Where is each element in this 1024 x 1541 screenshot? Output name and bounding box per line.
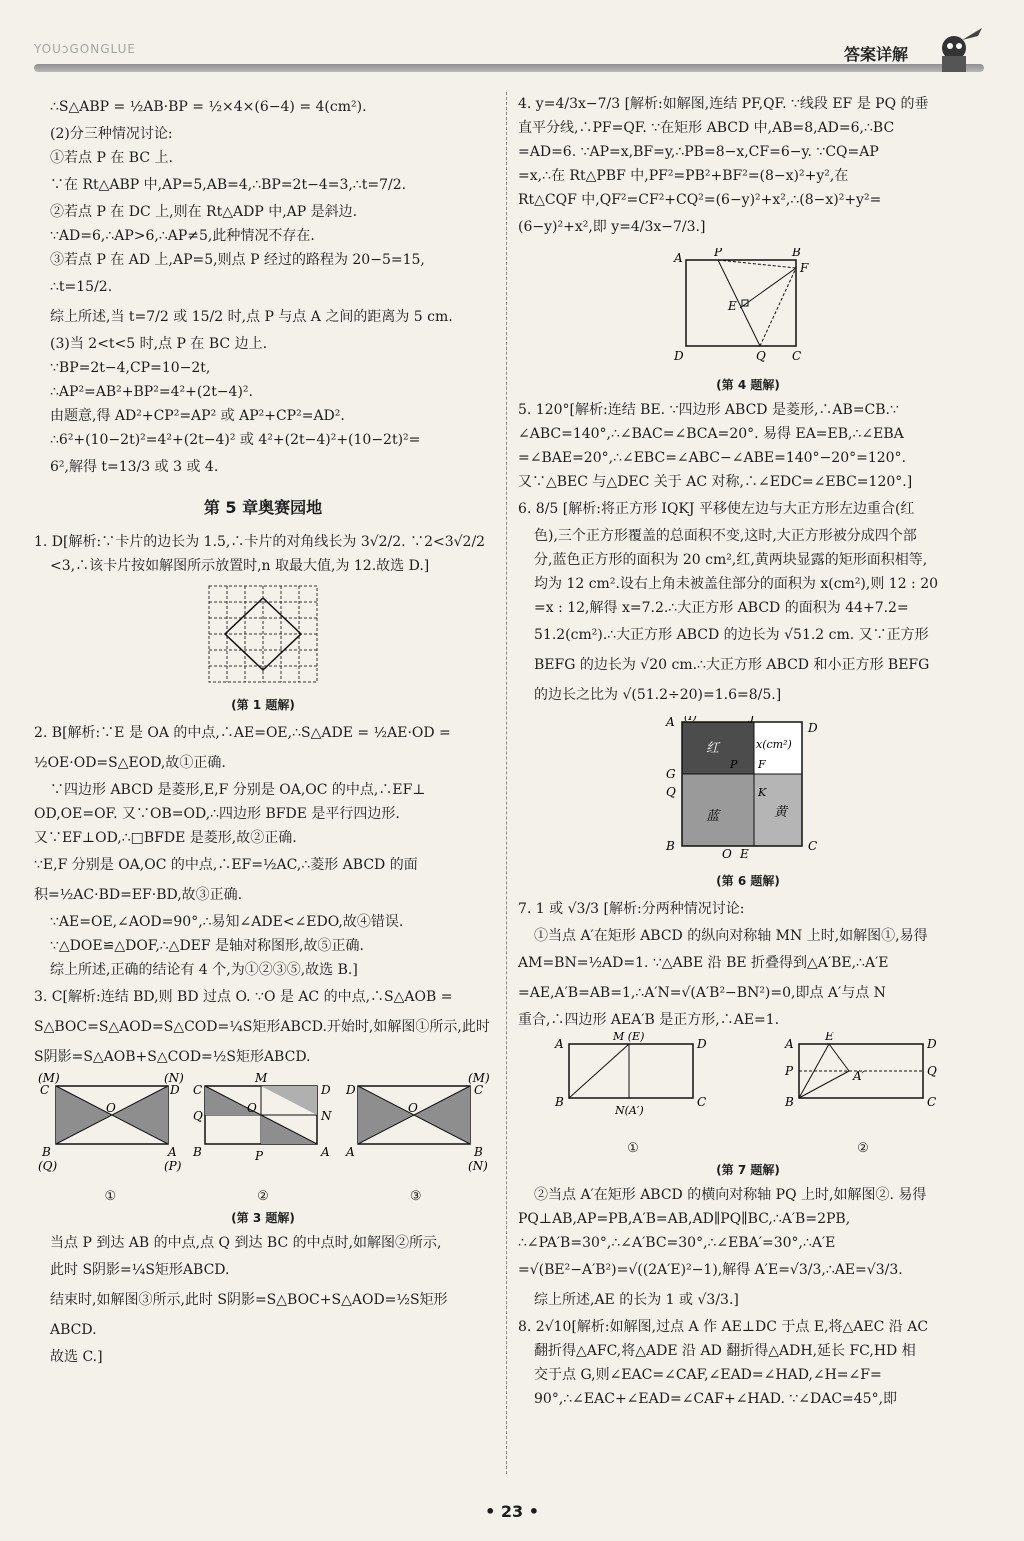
text-line: ∴S△ABP = ½AB·BP = ½×4×(6−4) = 4(cm²).	[50, 99, 367, 115]
figure-3c-svg	[342, 1072, 490, 1176]
figure-6-svg	[658, 716, 838, 860]
svg-text:P: P	[714, 248, 723, 259]
figure-1-svg	[207, 584, 319, 684]
q2-line: ∵△DOE≌△DOF,∴△DEF 是轴对称图形,故⑤正确.	[50, 938, 364, 954]
page-number: • 23 •	[485, 1502, 539, 1521]
figure-1	[34, 584, 492, 692]
figure-3b-svg	[189, 1072, 337, 1176]
text-line: (2)分三种情况讨论:	[50, 126, 173, 142]
svg-text:F: F	[758, 758, 766, 771]
q3-after-line: 故选 C.]	[50, 1349, 103, 1365]
q4-line: 直平分线,∴PF=QF. ∵在矩形 ABCD 中,AB=8,AD=6,∴BC	[518, 120, 895, 136]
figure-6-caption: (第 6 题解)	[716, 874, 780, 888]
figure-3a-svg	[36, 1072, 184, 1176]
svg-text:(N): (N)	[164, 1072, 185, 1085]
svg-text:N: N	[320, 1109, 332, 1123]
q7-after-line: ②当点 A′在矩形 ABCD 的横向对称轴 PQ 上时,如解图②. 易得	[534, 1187, 927, 1203]
text-line: 综上所述,当 t=7/2 或 15/2 时,点 P 与点 A 之间的距离为 5 cm.	[50, 309, 453, 325]
right-column	[518, 92, 978, 1411]
svg-text:K: K	[758, 786, 767, 799]
svg-text:(P): (P)	[164, 1159, 182, 1173]
q6-line: 色),三个正方形覆盖的总面积不变,这时,大正方形被分成四个部	[534, 528, 917, 544]
svg-text:Q: Q	[666, 785, 676, 799]
q2-line: ∵E,F 分别是 OA,OC 的中点,∴EF=½AC,∴菱形 ABCD 的面	[34, 857, 418, 873]
q8-line: 90°,∴∠EAC+∠EAD=∠CAF+∠HAD. ∵∠DAC=45°,即	[534, 1391, 898, 1407]
q4-line: (6−y)²+x²,即 y=4/3x−7/3.]	[518, 219, 706, 235]
svg-text:Q: Q	[756, 349, 766, 363]
figure-7b-svg	[783, 1032, 943, 1128]
column-divider	[506, 92, 507, 1474]
svg-text:E: E	[740, 847, 749, 860]
fig6-blue-label: 蓝	[706, 809, 720, 824]
q7-after-line: PQ⊥AB,AP=PB,A′B=AB,AD∥PQ∥BC,∴A′B=2PB,	[518, 1211, 851, 1227]
svg-text:M: M	[254, 1072, 268, 1085]
text-line: ∴t=15/2.	[50, 279, 113, 295]
q6-line: 6. 8/5 [解析:将正方形 IQKJ 平移使左边与大正方形左边重合(红	[518, 501, 915, 517]
svg-text:A: A	[345, 1145, 355, 1159]
svg-text:M (E): M (E)	[613, 1032, 645, 1043]
q2-line: 又∵EF⊥OD,∴□BFDE 是菱形,故②正确.	[34, 830, 297, 846]
svg-text:(M): (M)	[38, 1072, 60, 1085]
svg-text:(Q): (Q)	[38, 1159, 58, 1173]
svg-text:B: B	[785, 1095, 794, 1109]
q7-line: ①当点 A′在矩形 ABCD 的纵向对称轴 MN 上时,如解图①,易得	[534, 928, 928, 944]
svg-text:A: A	[555, 1037, 564, 1051]
svg-text:Q: Q	[927, 1064, 937, 1078]
q2-line: 2. B[解析:∵E 是 OA 的中点,∴AE=OE,∴S△ADE = ½AE·OD =	[34, 725, 451, 741]
q2-line: ∵四边形 ABCD 是菱形,E,F 分别是 OA,OC 的中点,∴EF⊥	[50, 782, 426, 798]
svg-text:A′: A′	[853, 1069, 865, 1083]
svg-text:B: B	[792, 248, 801, 259]
fig3-label-2: ②	[257, 1189, 269, 1204]
svg-text:J: J	[750, 716, 755, 723]
q6-line: 的边长之比为 √(51.2÷20)=1.6=8/5.]	[534, 687, 782, 703]
q5-line: =∠BAE=20°,∴∠EBC=∠ABC−∠ABE=140°−20°=120°.	[518, 450, 907, 466]
text-line: ∵在 Rt△ABP 中,AP=5,AB=4,∴BP=2t−4=3,∴t=7/2.	[50, 177, 407, 193]
svg-text:B: B	[42, 1145, 52, 1159]
svg-text:C: C	[192, 1083, 203, 1097]
svg-text:P: P	[730, 758, 738, 771]
q5-line: ∠ABC=140°,∴∠BAC=∠BCA=20°. 易得 EA=EB,∴∠EBA	[518, 426, 904, 442]
svg-text:C: C	[927, 1095, 937, 1109]
svg-text:G: G	[666, 767, 676, 781]
text-line: ②若点 P 在 DC 上,则在 Rt△ADP 中,AP 是斜边.	[50, 204, 358, 220]
text-line: ∵AD=6,∴AP>6,∴AP≠5,此种情况不存在.	[50, 228, 315, 244]
svg-text:C: C	[473, 1083, 483, 1097]
text-line: (3)当 2<t<5 时,点 P 在 BC 边上.	[50, 336, 268, 352]
svg-text:(N): (N)	[467, 1159, 488, 1173]
q5-line: 5. 120°[解析:连结 BE. ∵四边形 ABCD 是菱形,∴AB=CB.∵	[518, 402, 899, 418]
svg-text:O: O	[246, 1101, 257, 1115]
q3-line: 3. C[解析:连结 BD,则 BD 过点 O. ∵O 是 AC 的中点,∴S△AOB =	[34, 989, 453, 1005]
figure-4-caption: (第 4 题解)	[716, 378, 780, 392]
svg-text:N(A′): N(A′)	[615, 1104, 644, 1117]
figure-3-caption: (第 3 题解)	[231, 1211, 295, 1225]
q7-line: AM=BN=½AD=1. ∵△ABE 沿 BE 折叠得到△A′BE,∴A′E	[518, 955, 889, 971]
q6-line: =x : 12,解得 x=7.2.∴大正方形 ABCD 的面积为 44+7.2=	[534, 600, 909, 616]
q2-line: OD,OE=OF. 又∵OB=OD,∴四边形 BFDE 是平行四边形.	[34, 806, 400, 822]
figure-6	[518, 716, 978, 868]
svg-text:(I): (I)	[684, 716, 697, 723]
svg-text:O: O	[407, 1101, 418, 1115]
svg-text:D: D	[697, 1037, 707, 1051]
fig3-label-3: ③	[409, 1189, 422, 1204]
q7-after-line: =√(BE²−A′B²)=√((2A′E)²−1),解得 A′E=√3/3,∴AE=√3/3.	[518, 1262, 903, 1278]
figure-7	[518, 1032, 978, 1161]
chapter-title: 第 5 章奥赛园地	[203, 498, 323, 517]
q4-line: 4. y=4/3x−7/3 [解析:如解图,连结 PF,QF. ∵线段 EF 是 PQ 的垂	[518, 96, 929, 112]
svg-text:D: D	[808, 721, 818, 735]
svg-text:A: A	[674, 251, 683, 265]
svg-text:A: A	[168, 1145, 177, 1159]
header-brand: YOUↄGONGLUE	[34, 42, 136, 56]
figure-7a-svg	[553, 1032, 713, 1128]
svg-text:A: A	[320, 1145, 330, 1159]
header-bar	[34, 64, 984, 72]
svg-text:C: C	[697, 1095, 707, 1109]
q5-line: 又∵△BEC 与△DEC 关于 AC 对称,∴∠EDC=∠EBC=120°.]	[518, 474, 913, 490]
fig3-label-1: ①	[104, 1189, 117, 1204]
svg-text:(M): (M)	[467, 1072, 490, 1085]
svg-text:B: B	[666, 839, 675, 853]
q6-line: 均为 12 cm².设右上角未被盖住部分的面积为 x(cm²),则 12 : 20	[534, 576, 939, 592]
figure-3	[34, 1072, 492, 1209]
svg-text:A: A	[785, 1037, 794, 1051]
fig6-red-label: 红	[706, 741, 720, 756]
q4-line: =AD=6. ∵AP=x,BF=y,∴PB=8−x,CF=6−y. ∵CQ=AP	[518, 144, 879, 160]
text-line: ∵BP=2t−4,CP=10−2t,	[50, 360, 211, 376]
figure-1-caption: (第 1 题解)	[231, 698, 295, 712]
q2-line: 综上所述,正确的结论有 4 个,为①②③⑤,故选 B.]	[50, 962, 358, 978]
q8-line: 翻折得△AFC,将△ADE 沿 AD 翻折得△ADH,延长 FC,HD 相	[534, 1343, 916, 1359]
q1-line: <3,∴该卡片按如解图所示放置时,n 取最大值,为 12.故选 D.]	[50, 558, 430, 574]
text-line: ∴AP²=AB²+BP²=4²+(2t−4)².	[50, 384, 253, 400]
figure-7-caption: (第 7 题解)	[716, 1163, 780, 1177]
q7-after-line: 综上所述,AE 的长为 1 或 √3/3.]	[534, 1292, 739, 1308]
left-column	[34, 92, 492, 1369]
text-line: ③若点 P 在 AD 上,AP=5,则点 P 经过的路程为 20−5=15,	[50, 252, 425, 268]
svg-text:D: D	[345, 1083, 356, 1097]
figure-4-svg	[668, 248, 828, 364]
svg-text:P: P	[785, 1064, 794, 1078]
q3-line: S阴影=S△AOB+S△COD=½S矩形ABCD.	[34, 1049, 311, 1065]
q7-line: 7. 1 或 √3/3 [解析:分两种情况讨论:	[518, 901, 745, 917]
q2-line: 积=½AC·BD=EF·BD,故③正确.	[34, 887, 243, 903]
svg-text:D: D	[927, 1037, 937, 1051]
q2-line: ∵AE=OE,∠AOD=90°,∴易知∠ADE<∠EDO,故④错误.	[50, 914, 404, 930]
svg-text:F: F	[800, 261, 809, 275]
svg-text:O: O	[106, 1101, 117, 1115]
q6-line: 51.2(cm²).∴大正方形 ABCD 的边长为 √51.2 cm. 又∵正方形	[534, 627, 929, 643]
svg-text:B: B	[192, 1145, 202, 1159]
q8-line: 交于点 G,则∠EAC=∠CAF,∠EAD=∠HAD,∠H=∠F=	[534, 1367, 882, 1383]
q2-line: ½OE·OD=S△EOD,故①正确.	[34, 755, 226, 771]
svg-text:C: C	[40, 1083, 50, 1097]
svg-text:D: D	[170, 1083, 180, 1097]
header-title: 答案详解	[844, 45, 909, 64]
fig6-x-label: x(cm²)	[756, 738, 792, 751]
q7-after-line: ∴∠PA′B=30°,∴∠A′BC=30°,∴∠EBA′=30°,∴A′E	[518, 1235, 836, 1251]
q3-after-line: 结束时,如解图③所示,此时 S阴影=S△BOC+S△AOD=½S矩形ABCD.	[50, 1292, 448, 1338]
text-line: ∴6²+(10−2t)²=4²+(2t−4)² 或 4²+(2t−4)²+(10−2t)²=	[50, 432, 421, 448]
svg-text:E: E	[825, 1032, 834, 1043]
fig7-label-1: ①	[627, 1141, 639, 1156]
fig7-label-2: ②	[857, 1141, 869, 1156]
q8-line: 8. 2√10[解析:如解图,过点 A 作 AE⊥DC 于点 E,将△AEC 沿 AC	[518, 1319, 929, 1335]
q6-line: 分,蓝色正方形的面积为 20 cm²,红,黄两块显露的矩形面积相等,	[534, 552, 928, 568]
fig6-yellow-label: 黄	[774, 805, 788, 820]
svg-text:E: E	[728, 299, 737, 313]
svg-text:B: B	[473, 1145, 483, 1159]
q3-after-line: 当点 P 到达 AB 的中点,点 Q 到达 BC 的中点时,如解图②所示,	[50, 1235, 442, 1251]
q4-line: =x,∴在 Rt△PBF 中,PF²=PB²+BF²=(8−x)²+y²,在	[518, 168, 849, 184]
svg-text:B: B	[555, 1095, 564, 1109]
svg-text:O: O	[722, 847, 732, 860]
figure-4	[518, 248, 978, 372]
q3-line: S△BOC=S△AOD=S△COD=¼S矩形ABCD.开始时,如解图①所示,此时	[34, 1019, 490, 1035]
mascot-icon	[932, 26, 984, 74]
q6-line: BEFG 的边长为 √20 cm.∴大正方形 ABCD 和小正方形 BEFG	[534, 657, 930, 673]
q1-line: 1. D[解析:∵卡片的边长为 1.5,∴卡片的对角线长为 3√2/2. ∵2<3√2/2	[34, 534, 486, 550]
text-line: ①若点 P 在 BC 上.	[50, 150, 173, 166]
svg-text:A: A	[666, 716, 675, 729]
q7-line: =AE,A′B=AB=1,∴A′N=√(A′B²−BN²)=0,即点 A′与点 N	[518, 985, 886, 1001]
svg-text:C: C	[808, 839, 818, 853]
svg-text:Q: Q	[192, 1109, 203, 1123]
text-line: 由题意,得 AD²+CP²=AP² 或 AP²+CP²=AD².	[50, 408, 345, 424]
svg-text:P: P	[254, 1149, 264, 1163]
q7-line: 重合,∴四边形 AEA′B 是正方形,∴AE=1.	[518, 1012, 780, 1028]
svg-text:D: D	[320, 1083, 331, 1097]
svg-text:C: C	[792, 349, 802, 363]
q4-line: Rt△CQF 中,QF²=CF²+CQ²=(6−y)²+x²,∴(8−x)²+y²=	[518, 192, 882, 208]
text-line: 6²,解得 t=13/3 或 3 或 4.	[50, 459, 219, 475]
q3-after-line: 此时 S阴影=¼S矩形ABCD.	[50, 1262, 230, 1278]
svg-text:D: D	[674, 349, 684, 363]
